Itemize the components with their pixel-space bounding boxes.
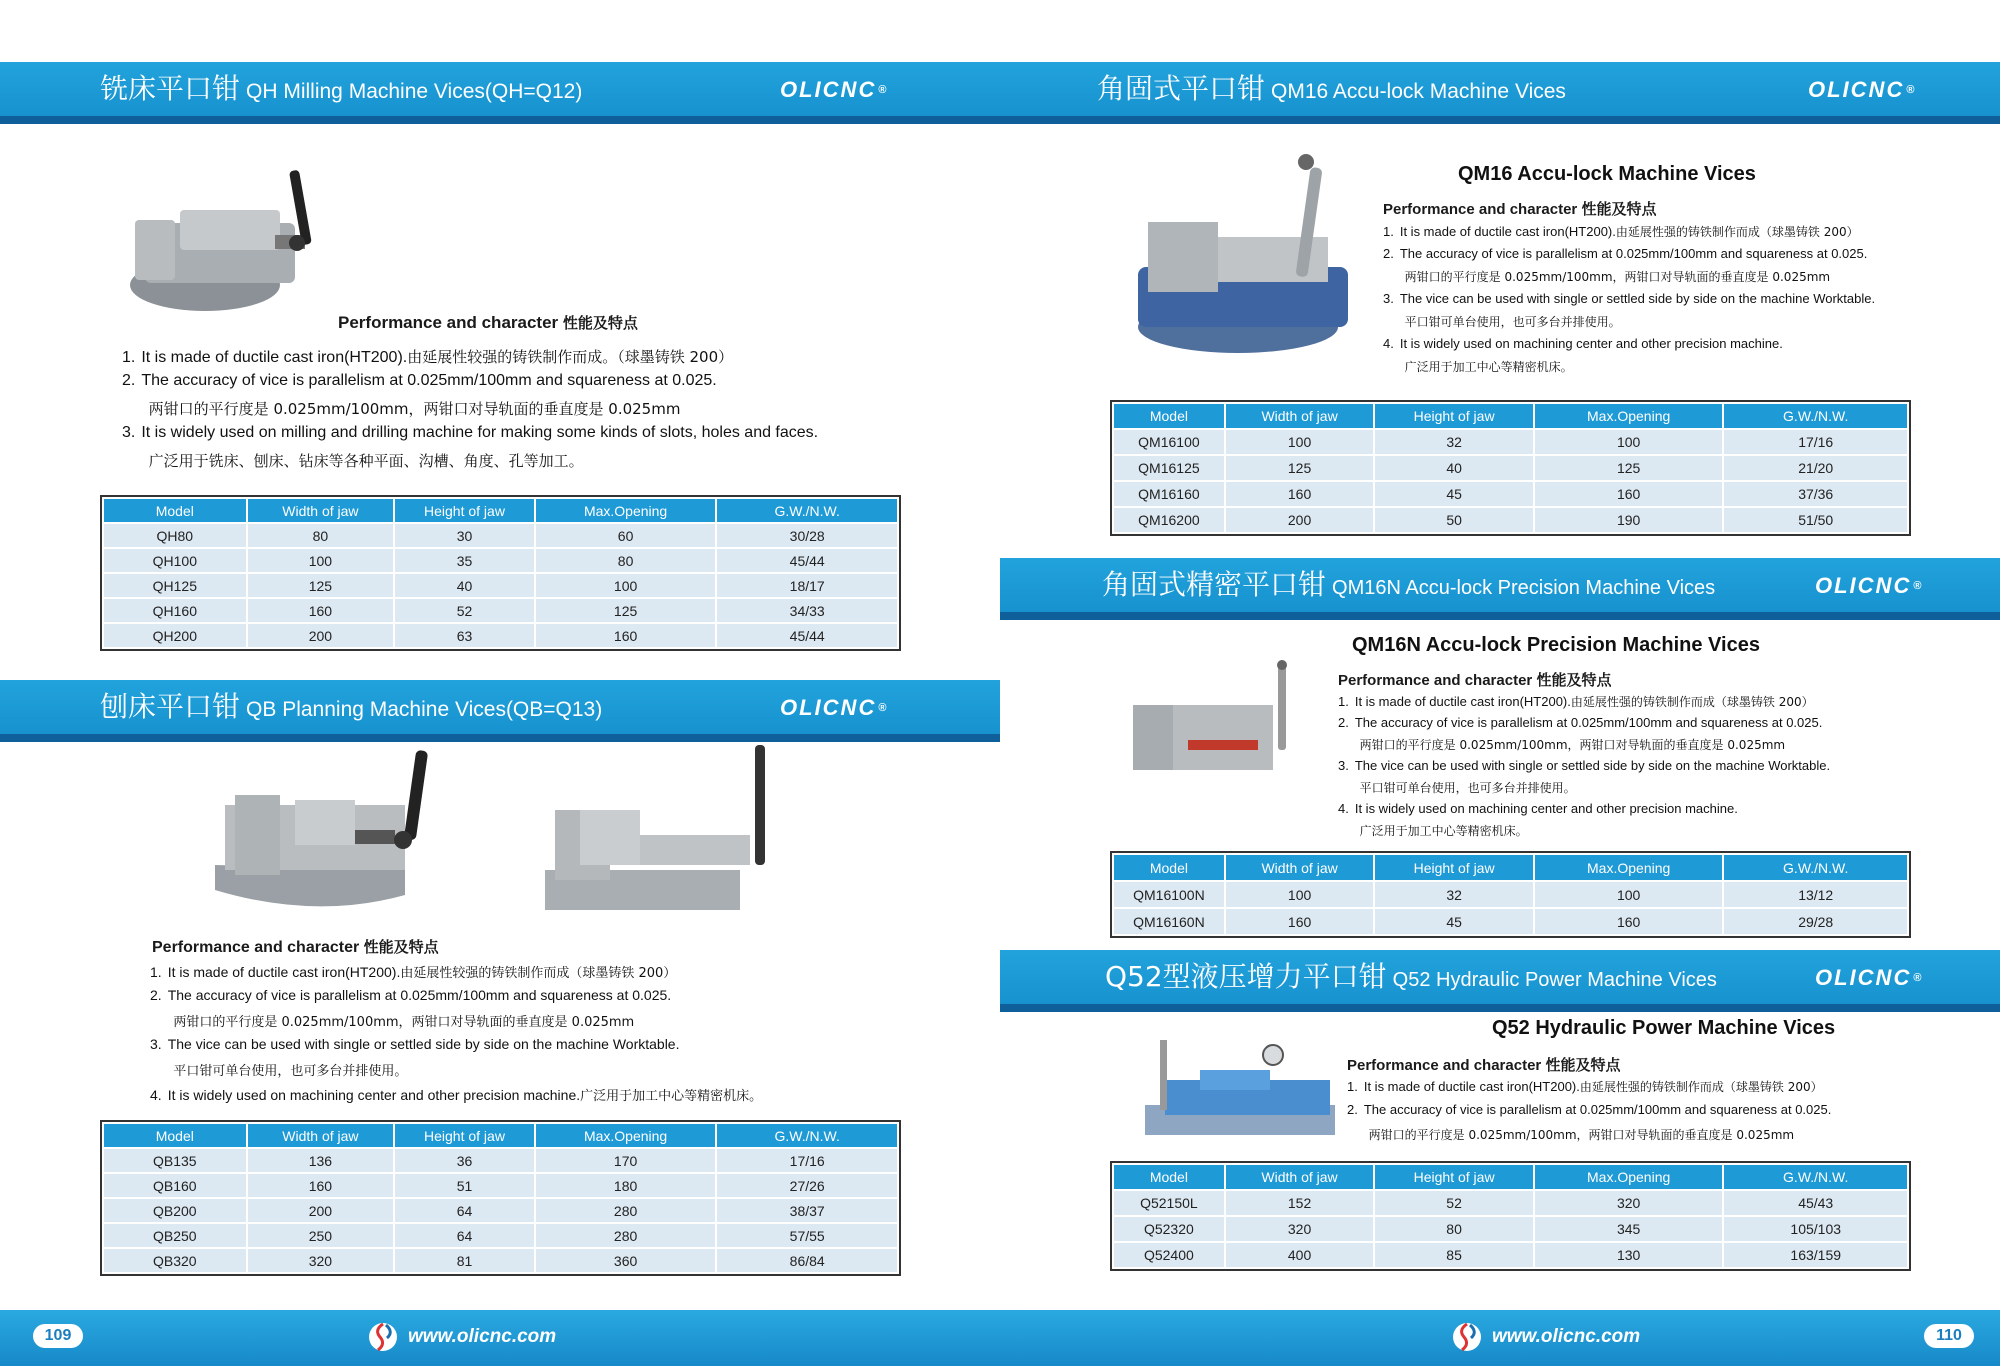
table-cell: 45/44 xyxy=(716,623,898,648)
table-header-cell: Width of jaw xyxy=(247,1123,395,1148)
perf-line-number: 3. xyxy=(150,1035,162,1052)
table-row xyxy=(1113,455,1908,481)
perf-line-zh: 两钳口的平行度是 0.025mm/100mm，两钳口对导轨面的垂直度是 0.025mm xyxy=(1359,738,1786,752)
table-row xyxy=(103,1198,898,1223)
qm16n-header-bar xyxy=(1000,558,2000,620)
table-cell: 63 xyxy=(394,623,535,648)
q52-header-en: Q52 Hydraulic Power Machine Vices xyxy=(1392,969,1717,991)
table-header-cell: Width of jaw xyxy=(1225,403,1375,429)
q52-perf-heading: Performance and character 性能及特点 xyxy=(1347,1056,1621,1074)
perf-line xyxy=(150,1036,680,1052)
table-cell: 125 xyxy=(535,598,717,623)
table-cell: 40 xyxy=(394,573,535,598)
table-cell: 29/28 xyxy=(1723,908,1908,935)
perf-line-zh: 平口钳可单台使用，也可多台并排使用。 xyxy=(1404,315,1621,329)
perf-line-zh: 由延展性较强的铸铁制作而成。（球墨铸铁 200） xyxy=(407,348,734,366)
perf-line-zh: 广泛用于加工中心等精密机床。 xyxy=(1404,360,1573,374)
table-row xyxy=(1113,908,1908,935)
table-cell: 160 xyxy=(1225,481,1375,507)
table-cell: 34/33 xyxy=(716,598,898,623)
perf-line-en: The vice can be used with single or settled side by side on the machine Worktable. xyxy=(1354,757,1831,773)
table-cell: 36 xyxy=(394,1148,535,1173)
table-cell: QM16160N xyxy=(1113,908,1225,935)
table-cell: QB135 xyxy=(103,1148,247,1173)
table-header-cell: Max.Opening xyxy=(535,1123,717,1148)
table-cell: 81 xyxy=(394,1248,535,1273)
footer-url-right[interactable]: www.olicnc.com xyxy=(1492,1326,1641,1347)
table-cell: 51 xyxy=(394,1173,535,1198)
perf-line-number: 4. xyxy=(1338,800,1349,816)
perf-line-en: The accuracy of vice is parallelism at 0.025mm/100mm and squareness at 0.025. xyxy=(1354,714,1823,730)
table-cell: 280 xyxy=(535,1223,717,1248)
perf-line-number: 4. xyxy=(150,1086,162,1103)
qm16n-spec-table xyxy=(1112,853,1909,936)
page-number-left: 109 xyxy=(33,1324,83,1348)
qm16n-title: QM16N Accu-lock Precision Machine Vices xyxy=(1352,634,1760,656)
perf-line-zh: 由延展性强的铸铁制作而成（球墨铸铁 200） xyxy=(1615,225,1859,239)
table-cell: 30/28 xyxy=(716,523,898,548)
perf-line-en: It is widely used on machining center and other precision machine. xyxy=(167,1086,581,1103)
table-cell: Q52150L xyxy=(1113,1190,1225,1216)
perf-line xyxy=(150,962,676,981)
table-header-row xyxy=(1113,854,1908,881)
table-header-row xyxy=(103,498,898,523)
perf-line xyxy=(1347,1078,1823,1095)
footer-url-left[interactable]: www.olicnc.com xyxy=(408,1326,557,1347)
table-header-cell: Max.Opening xyxy=(1534,1164,1724,1190)
olicnc-swirl-icon xyxy=(1452,1320,1482,1354)
table-cell: 125 xyxy=(1225,455,1375,481)
table-header-cell: Max.Opening xyxy=(1534,403,1724,429)
table-row xyxy=(103,573,898,598)
table-header-cell: Model xyxy=(103,498,247,523)
table-row xyxy=(1113,481,1908,507)
table-cell: 45 xyxy=(1374,481,1534,507)
table-header-cell: Model xyxy=(1113,854,1225,881)
perf-line-number: 1. xyxy=(1338,694,1349,709)
perf-line-number: 3. xyxy=(122,424,136,441)
qm16-header-en: QM16 Accu-lock Machine Vices xyxy=(1271,80,1566,103)
olicnc-logo: OLICNC ® xyxy=(780,695,889,720)
table-cell: 13/12 xyxy=(1723,881,1908,908)
perf-line-zh: 两钳口的平行度是 0.025mm/100mm，两钳口对导轨面的垂直度是 0.025mm xyxy=(1404,270,1831,284)
table-cell: 152 xyxy=(1225,1190,1375,1216)
table-cell: 163/159 xyxy=(1723,1242,1908,1268)
table-row xyxy=(103,1223,898,1248)
table-cell: 60 xyxy=(535,523,717,548)
perf-line-number: 1. xyxy=(122,349,136,366)
perf-line xyxy=(150,1011,634,1030)
perf-line-zh: 广泛用于加工中心等精密机床。 xyxy=(1359,824,1528,838)
table-cell: QH160 xyxy=(103,598,247,623)
table-cell: 100 xyxy=(535,573,717,598)
qh-vice-image xyxy=(125,165,325,320)
perf-line-number: 3. xyxy=(1383,290,1394,306)
table-row xyxy=(103,1148,898,1173)
table-header-cell: Max.Opening xyxy=(535,498,717,523)
perf-line-zh: 两钳口的平行度是 0.025mm/100mm，两钳口对导轨面的垂直度是 0.025mm xyxy=(1368,1128,1795,1142)
table-cell: Q52320 xyxy=(1113,1216,1225,1242)
table-cell: 64 xyxy=(394,1223,535,1248)
table-cell: 170 xyxy=(535,1148,717,1173)
table-cell: 160 xyxy=(1225,908,1375,935)
perf-line-number: 1. xyxy=(1347,1079,1358,1094)
table-cell: QB160 xyxy=(103,1173,247,1198)
table-row xyxy=(103,548,898,573)
table-header-cell: Model xyxy=(1113,403,1225,429)
qb-perf-heading: Performance and character 性能及特点 xyxy=(152,938,439,956)
qb-vice-image-2 xyxy=(540,740,780,920)
table-cell: 136 xyxy=(247,1148,395,1173)
qb-header-zh: 刨床平口钳 xyxy=(100,690,241,723)
qm16n-header-en: QM16N Accu-lock Precision Machine Vices xyxy=(1332,577,1716,599)
qb-header-title xyxy=(100,680,602,734)
table-row xyxy=(1113,1242,1908,1268)
perf-line-number: 4. xyxy=(1383,335,1394,351)
table-cell: QH200 xyxy=(103,623,247,648)
perf-line-zh: 两钳口的平行度是 0.025mm/100mm，两钳口对导轨面的垂直度是 0.025mm xyxy=(148,400,681,418)
table-cell: 125 xyxy=(247,573,395,598)
table-cell: 200 xyxy=(1225,507,1375,533)
table-header-cell: Max.Opening xyxy=(1534,854,1724,881)
table-cell: 57/55 xyxy=(716,1223,898,1248)
perf-line xyxy=(1338,758,1830,773)
perf-line-en: It is made of ductile cast iron(HT200). xyxy=(141,349,408,366)
table-cell: 45/43 xyxy=(1723,1190,1908,1216)
olicnc-swirl-icon xyxy=(368,1320,398,1354)
qm16-vice-image xyxy=(1128,152,1358,357)
table-cell: 50 xyxy=(1374,507,1534,533)
perf-line-zh: 广泛用于铣床、刨床、钻床等各种平面、沟槽、角度、孔等加工。 xyxy=(148,452,584,470)
perf-line-en: It is made of ductile cast iron(HT200). xyxy=(1354,694,1571,709)
perf-line xyxy=(150,1060,407,1079)
perf-line-zh: 由延展性强的铸铁制作而成（球墨铸铁 200） xyxy=(1570,695,1814,709)
q52-title: Q52 Hydraulic Power Machine Vices xyxy=(1492,1017,1836,1039)
perf-line-en: It is widely used on machining center and other precision machine. xyxy=(1354,800,1738,816)
qh-header-title xyxy=(100,62,582,116)
table-cell: 51/50 xyxy=(1723,507,1908,533)
perf-line-number: 2. xyxy=(1347,1102,1358,1117)
table-cell: 130 xyxy=(1534,1242,1724,1268)
qb-vice-image-1 xyxy=(205,745,445,920)
table-cell: 21/20 xyxy=(1723,455,1908,481)
table-cell: 17/16 xyxy=(716,1148,898,1173)
table-cell: 32 xyxy=(1374,881,1534,908)
table-cell: 320 xyxy=(1225,1216,1375,1242)
perf-line xyxy=(150,987,671,1003)
table-cell: QM16100N xyxy=(1113,881,1225,908)
table-row xyxy=(1113,881,1908,908)
table-cell: 100 xyxy=(1534,429,1724,455)
table-cell: 160 xyxy=(1534,908,1724,935)
table-cell: QB250 xyxy=(103,1223,247,1248)
qm16-perf-heading: Performance and character 性能及特点 xyxy=(1383,200,1657,218)
table-cell: 160 xyxy=(247,598,395,623)
table-header-cell: Width of jaw xyxy=(1225,1164,1375,1190)
table-cell: Q52400 xyxy=(1113,1242,1225,1268)
table-cell: 200 xyxy=(247,623,395,648)
perf-line-zh: 平口钳可单台使用，也可多台并排使用。 xyxy=(1359,781,1576,795)
table-cell: 160 xyxy=(1534,481,1724,507)
table-cell: 18/17 xyxy=(716,573,898,598)
qh-perf-heading: Performance and character 性能及特点 xyxy=(338,313,638,332)
qb-spec-table xyxy=(102,1122,899,1274)
perf-line-number: 2. xyxy=(150,986,162,1003)
table-cell: 105/103 xyxy=(1723,1216,1908,1242)
table-header-cell: G.W./N.W. xyxy=(1723,1164,1908,1190)
qh-spec-table xyxy=(102,497,899,649)
perf-line-zh: 平口钳可单台使用，也可多台并排使用。 xyxy=(173,1064,408,1079)
table-header-row xyxy=(1113,403,1908,429)
table-header-row xyxy=(1113,1164,1908,1190)
perf-line xyxy=(1383,223,1859,240)
table-header-cell: Width of jaw xyxy=(247,498,395,523)
table-cell: 160 xyxy=(247,1173,395,1198)
table-cell: 80 xyxy=(1374,1216,1534,1242)
perf-line-en: The accuracy of vice is parallelism at 0.025mm/100mm and squareness at 0.025. xyxy=(1363,1102,1832,1117)
table-row xyxy=(1113,1190,1908,1216)
table-row xyxy=(103,1173,898,1198)
table-cell: 400 xyxy=(1225,1242,1375,1268)
q52-header-zh: Q52型液压增力平口钳 xyxy=(1105,960,1387,993)
table-cell: 190 xyxy=(1534,507,1724,533)
table-cell: 32 xyxy=(1374,429,1534,455)
table-cell: 85 xyxy=(1374,1242,1534,1268)
perf-line-zh: 由延展性强的铸铁制作而成（球墨铸铁 200） xyxy=(1579,1080,1823,1094)
perf-line-en: The accuracy of vice is parallelism at 0.025mm/100mm and squareness at 0.025. xyxy=(1399,245,1868,261)
table-cell: QB320 xyxy=(103,1248,247,1273)
q52-spec-table xyxy=(1112,1163,1909,1269)
table-cell: QM16160 xyxy=(1113,481,1225,507)
table-cell: 35 xyxy=(394,548,535,573)
perf-line xyxy=(1383,246,1867,261)
perf-line-en: The vice can be used with single or settled side by side on the machine Worktable. xyxy=(1399,290,1876,306)
perf-line xyxy=(150,1085,762,1104)
perf-line-zh: 由延展性较强的铸铁制作而成（球墨铸铁 200） xyxy=(400,966,677,981)
perf-line xyxy=(122,398,680,419)
qh-header-bar xyxy=(0,62,1000,124)
table-cell: 86/84 xyxy=(716,1248,898,1273)
table-cell: 280 xyxy=(535,1198,717,1223)
perf-line-number: 2. xyxy=(1383,245,1394,261)
qb-header-en: QB Planning Machine Vices(QB=Q13) xyxy=(246,698,603,721)
qm16-header-bar xyxy=(1000,62,2000,124)
perf-line-en: The accuracy of vice is parallelism at 0.025mm/100mm and squareness at 0.025. xyxy=(141,372,717,389)
perf-line xyxy=(1338,822,1528,839)
perf-line xyxy=(1383,313,1621,330)
perf-line xyxy=(1383,336,1783,351)
table-header-cell: Height of jaw xyxy=(394,498,535,523)
table-cell: 52 xyxy=(1374,1190,1534,1216)
table-row xyxy=(1113,1216,1908,1242)
table-cell: 45 xyxy=(1374,908,1534,935)
qh-header-en: QH Milling Machine Vices(QH=Q12) xyxy=(246,80,583,103)
perf-line xyxy=(1338,715,1822,730)
table-row xyxy=(1113,507,1908,533)
table-cell: 160 xyxy=(535,623,717,648)
table-cell: 360 xyxy=(535,1248,717,1273)
qm16-header-zh: 角固式平口钳 xyxy=(1097,72,1266,105)
table-cell: 64 xyxy=(394,1198,535,1223)
table-cell: QM16125 xyxy=(1113,455,1225,481)
table-header-row xyxy=(103,1123,898,1148)
perf-line xyxy=(1347,1102,1831,1117)
perf-line xyxy=(1338,779,1576,796)
qm16-header-title xyxy=(1097,62,1566,116)
table-cell: 100 xyxy=(1534,881,1724,908)
table-cell: 320 xyxy=(247,1248,395,1273)
table-cell: QB200 xyxy=(103,1198,247,1223)
olicnc-logo: OLICNC ® xyxy=(1808,77,1917,102)
q52-vice-image xyxy=(1140,1035,1340,1140)
table-cell: 125 xyxy=(1534,455,1724,481)
perf-line-zh: 两钳口的平行度是 0.025mm/100mm，两钳口对导轨面的垂直度是 0.025mm xyxy=(173,1015,635,1030)
table-cell: 180 xyxy=(535,1173,717,1198)
perf-line-number: 2. xyxy=(122,372,136,389)
perf-line xyxy=(1347,1126,1794,1143)
qh-header-zh: 铣床平口钳 xyxy=(100,72,241,105)
table-header-cell: Height of jaw xyxy=(1374,403,1534,429)
perf-line-en: The accuracy of vice is parallelism at 0.025mm/100mm and squareness at 0.025. xyxy=(167,986,672,1003)
table-cell: 17/16 xyxy=(1723,429,1908,455)
q52-header-bar xyxy=(1000,950,2000,1012)
table-cell: 100 xyxy=(1225,881,1375,908)
olicnc-logo: OLICNC ® xyxy=(1815,965,1924,990)
table-cell: 38/37 xyxy=(716,1198,898,1223)
perf-line-number: 1. xyxy=(150,964,162,980)
perf-line xyxy=(122,424,818,442)
table-cell: QM16100 xyxy=(1113,429,1225,455)
table-cell: 52 xyxy=(394,598,535,623)
table-row xyxy=(103,623,898,648)
table-cell: 30 xyxy=(394,523,535,548)
qm16n-header-zh: 角固式精密平口钳 xyxy=(1102,568,1327,601)
table-cell: 80 xyxy=(535,548,717,573)
perf-line xyxy=(1338,736,1785,753)
perf-line-zh: 广泛用于加工中心等精密机床。 xyxy=(580,1088,763,1104)
perf-line-en: It is made of ductile cast iron(HT200). xyxy=(167,964,401,980)
olicnc-logo: OLICNC ® xyxy=(1815,573,1924,598)
table-header-cell: G.W./N.W. xyxy=(716,498,898,523)
table-row xyxy=(1113,429,1908,455)
perf-line xyxy=(1383,291,1875,306)
table-header-cell: G.W./N.W. xyxy=(1723,403,1908,429)
table-header-cell: Height of jaw xyxy=(1374,854,1534,881)
perf-line xyxy=(122,372,717,390)
perf-line xyxy=(1338,693,1814,710)
qm16-title: QM16 Accu-lock Machine Vices xyxy=(1458,163,1756,185)
table-cell: 200 xyxy=(247,1198,395,1223)
table-header-cell: Height of jaw xyxy=(394,1123,535,1148)
perf-line xyxy=(122,346,733,367)
qm16n-vice-image xyxy=(1128,660,1308,775)
perf-line-en: It is widely used on milling and drilling machine for making some kinds of slots, holes and faces. xyxy=(141,424,819,441)
table-row xyxy=(103,1248,898,1273)
olicnc-logo: OLICNC ® xyxy=(780,77,889,102)
perf-line-number: 2. xyxy=(1338,714,1349,730)
perf-line-en: The vice can be used with single or settled side by side on the machine Worktable. xyxy=(167,1035,680,1052)
table-cell: 27/26 xyxy=(716,1173,898,1198)
perf-line xyxy=(1383,268,1830,285)
table-cell: 345 xyxy=(1534,1216,1724,1242)
qm16n-header-title xyxy=(1102,558,1715,612)
table-row xyxy=(103,523,898,548)
table-cell: 37/36 xyxy=(1723,481,1908,507)
perf-line xyxy=(122,450,584,471)
q52-header-title xyxy=(1105,950,1717,1004)
table-cell: 250 xyxy=(247,1223,395,1248)
table-cell: 320 xyxy=(1534,1190,1724,1216)
qb-header-bar xyxy=(0,680,1000,742)
table-cell: QH125 xyxy=(103,573,247,598)
table-cell: 45/44 xyxy=(716,548,898,573)
table-header-cell: Model xyxy=(103,1123,247,1148)
perf-line xyxy=(1383,358,1573,375)
table-cell: QH100 xyxy=(103,548,247,573)
perf-line xyxy=(1338,801,1738,816)
perf-line-number: 3. xyxy=(1338,757,1349,773)
footer-bar xyxy=(0,1310,2000,1366)
perf-line-en: It is made of ductile cast iron(HT200). xyxy=(1399,224,1616,239)
table-row xyxy=(103,598,898,623)
table-cell: 80 xyxy=(247,523,395,548)
table-cell: 40 xyxy=(1374,455,1534,481)
table-cell: 100 xyxy=(247,548,395,573)
perf-line-number: 1. xyxy=(1383,224,1394,239)
perf-line-en: It is made of ductile cast iron(HT200). xyxy=(1363,1079,1580,1094)
table-header-cell: G.W./N.W. xyxy=(716,1123,898,1148)
table-cell: QM16200 xyxy=(1113,507,1225,533)
table-header-cell: G.W./N.W. xyxy=(1723,854,1908,881)
table-header-cell: Width of jaw xyxy=(1225,854,1375,881)
table-header-cell: Model xyxy=(1113,1164,1225,1190)
table-header-cell: Height of jaw xyxy=(1374,1164,1534,1190)
page-number-right: 110 xyxy=(1924,1324,1974,1348)
qm16-spec-table xyxy=(1112,402,1909,534)
table-cell: 100 xyxy=(1225,429,1375,455)
qm16n-perf-heading: Performance and character 性能及特点 xyxy=(1338,671,1612,689)
table-cell: QH80 xyxy=(103,523,247,548)
perf-line-en: It is widely used on machining center and other precision machine. xyxy=(1399,335,1783,351)
